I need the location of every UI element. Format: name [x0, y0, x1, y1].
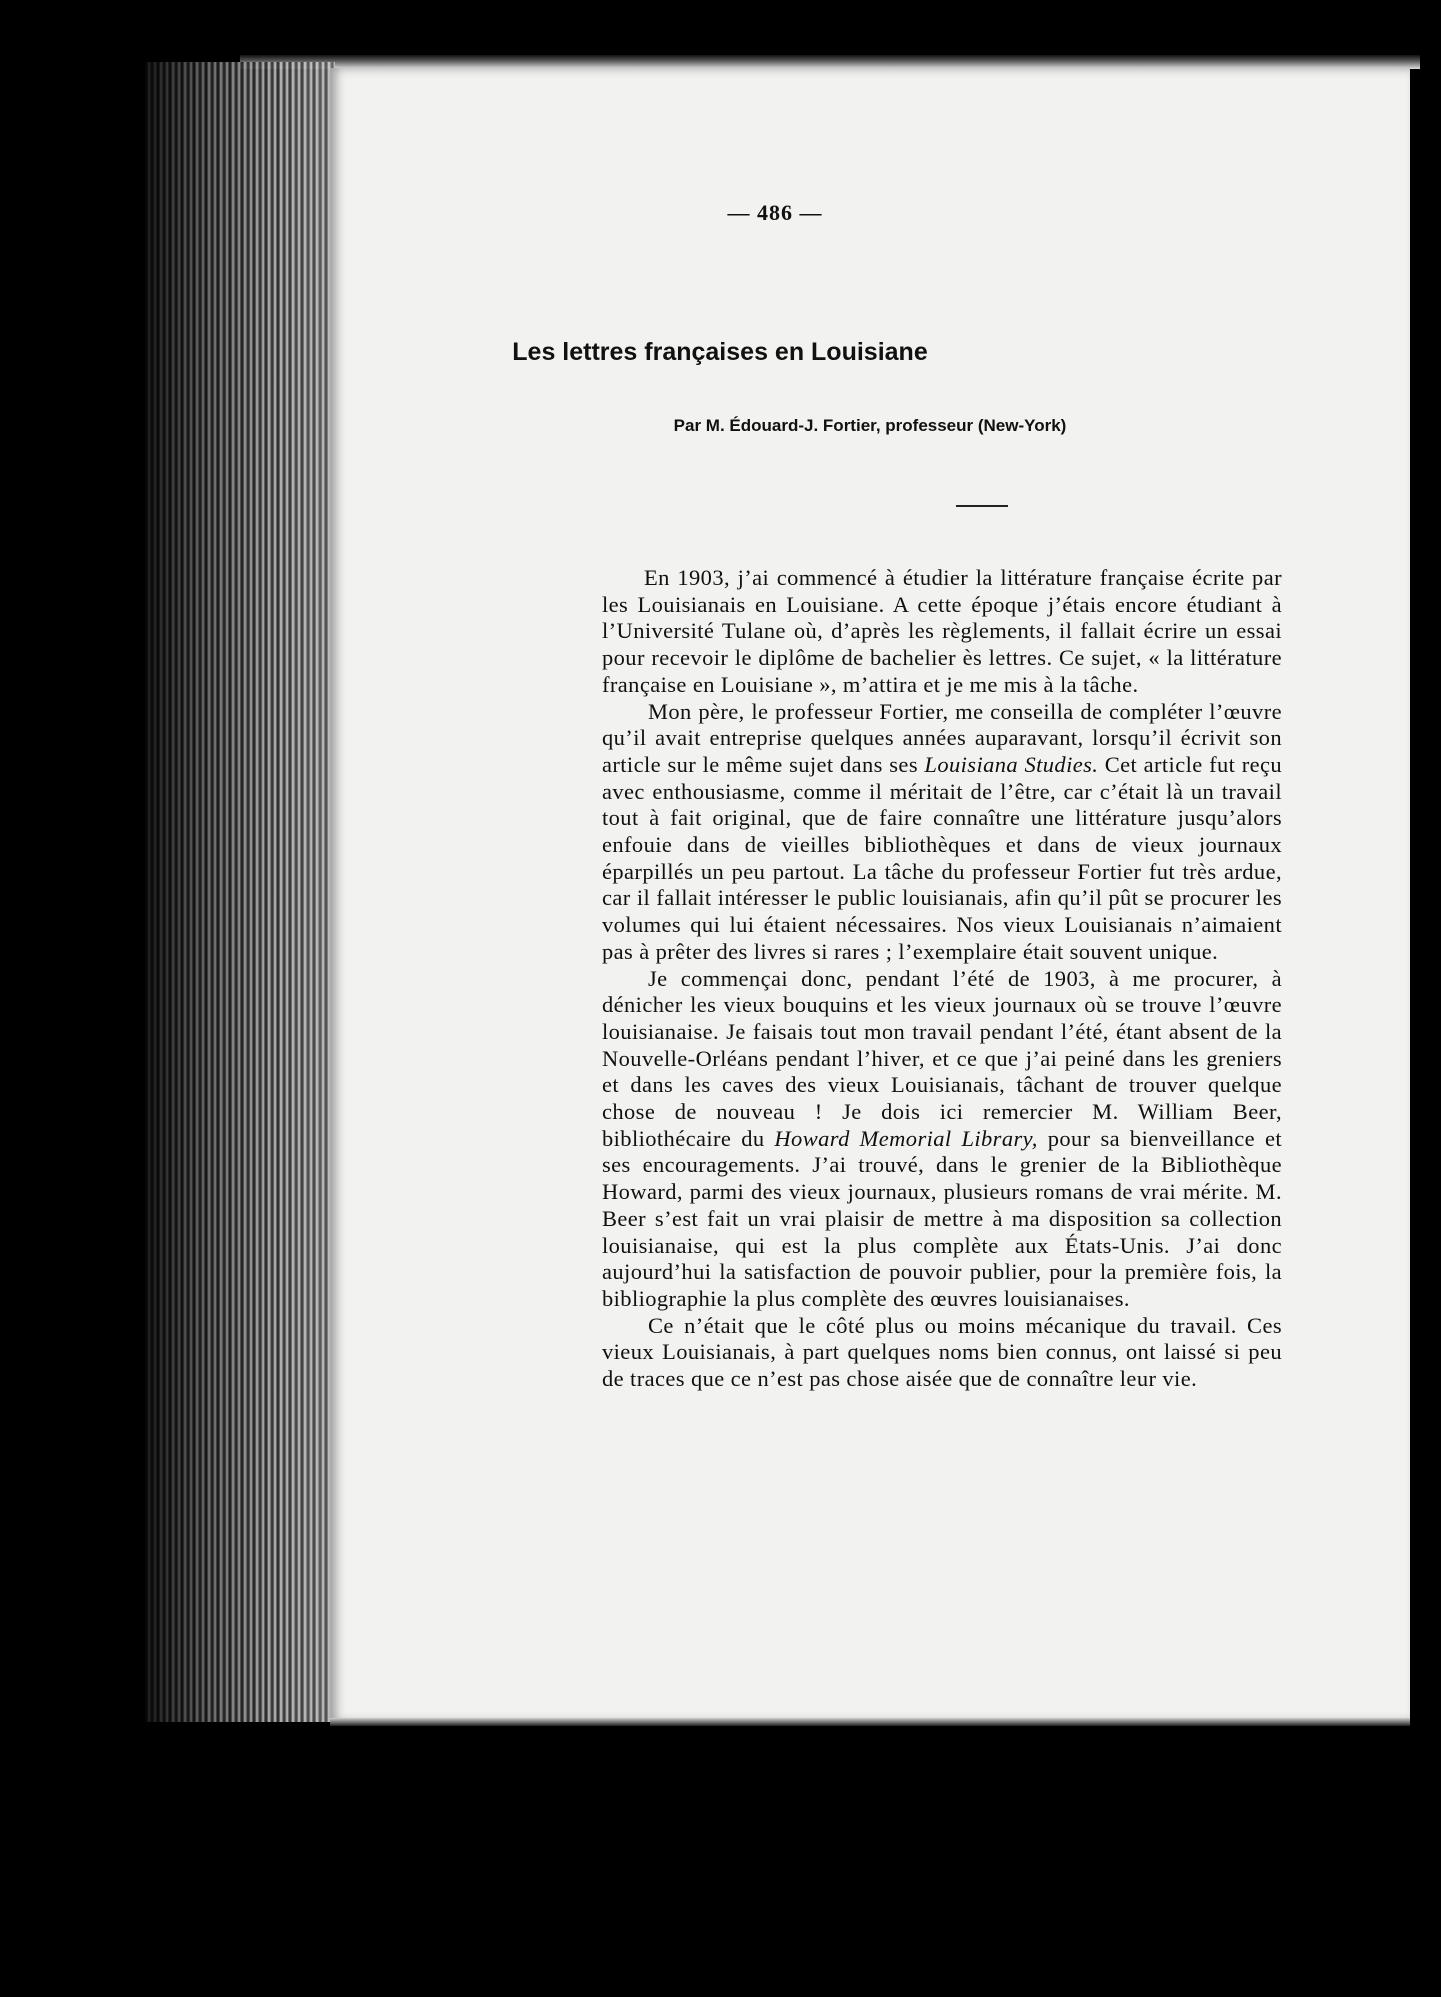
- book-bottom-edge: [330, 1718, 1410, 1726]
- paragraph-3-text-a: Je commençai donc, pendant l’été de 1903, à me procurer, à dénicher les vieux bouquins et les vieux journaux où se trouve l’œuvre louisianaise. Je faisais tout mon travail pendant l’été, étant absent de la Nouvelle-Orléans pendant l’hiver, et ce que j’ai peiné dans les greniers et dans les caves des vieux Louisianais, tâchant de trouver quelque chose de nouveau ! Je dois ici remercier M. William Beer, bibliothécaire du: [602, 965, 1282, 1151]
- book-top-edge: [240, 55, 1420, 69]
- article-byline: Par M. Édouard-J. Fortier, professeur (New-York): [673, 416, 1067, 435]
- article-title: Les lettres françaises en Louisiane: [512, 338, 928, 366]
- paragraph-2-text-b: Cet article fut reçu avec enthousiasme, comme il méritait de l’être, car c’était là un travail tout à fait original, que de faire connaître une littérature jusqu’alors enfouie dans de vieilles bibliothèques et dans de vieux journaux éparpillés un peu partout. La tâche du professeur Fortier fut très ardue, car il fallait intéresser le public louisianais, afin qu’il pût se procurer les volumes qui lui étaient nécessaires. Nos vieux Louisianais n’aimaient pas à prêter des livres si rares ; l’exemplaire était souvent unique.: [602, 751, 1283, 964]
- paragraph-2-text-a: Mon père, le professeur Fortier, me conseilla de compléter l’œuvre qu’il avait entreprise quelques années auparavant, lorsqu’il écrivit son article sur le même sujet dans ses: [602, 698, 1282, 777]
- title-separator-rule: [956, 505, 1008, 507]
- page-number: — 486 —: [727, 200, 823, 225]
- book-page-edges: [145, 62, 335, 1722]
- article-body: [602, 565, 1282, 1393]
- paragraph-2: [602, 699, 1282, 966]
- paragraph-2-italic: Louisiana Studies.: [924, 751, 1099, 777]
- paragraph-3-text-b: pour sa bienveillance et ses encouragements. J’ai trouvé, dans le grenier de la Bibliothèque Howard, parmi des vieux journaux, plusieurs romans de vrai mérite. M. Beer s’est fait un vrai plaisir de mettre à ma disposition sa collection louisianaise, qui est la plus complète aux États-Unis. J’ai donc aujourd’hui la satisfaction de pouvoir publier, pour la première fois, la bibliographie la plus complète des œuvres louisianaises.: [602, 1125, 1282, 1311]
- paragraph-1: En 1903, j’ai commencé à étudier la littérature française écrite par les Louisianais en Louisiane. A cette époque j’étais encore étudiant à l’Université Tulane où, d’après les règlements, il fallait écrire un essai pour recevoir le diplôme de bachelier ès lettres. Ce sujet, « la littérature française en Louisiane », m’attira et je me mis à la tâche.: [602, 565, 1282, 697]
- paragraph-3-italic: Howard Memorial Library,: [774, 1125, 1038, 1151]
- paragraph-3: [602, 966, 1282, 1313]
- paragraph-4: Ce n’était que le côté plus ou moins mécanique du travail. Ces vieux Louisianais, à part quelques noms bien connus, ont laissé si peu de traces que ce n’est pas chose aisée que de connaître leur vie.: [602, 1312, 1282, 1392]
